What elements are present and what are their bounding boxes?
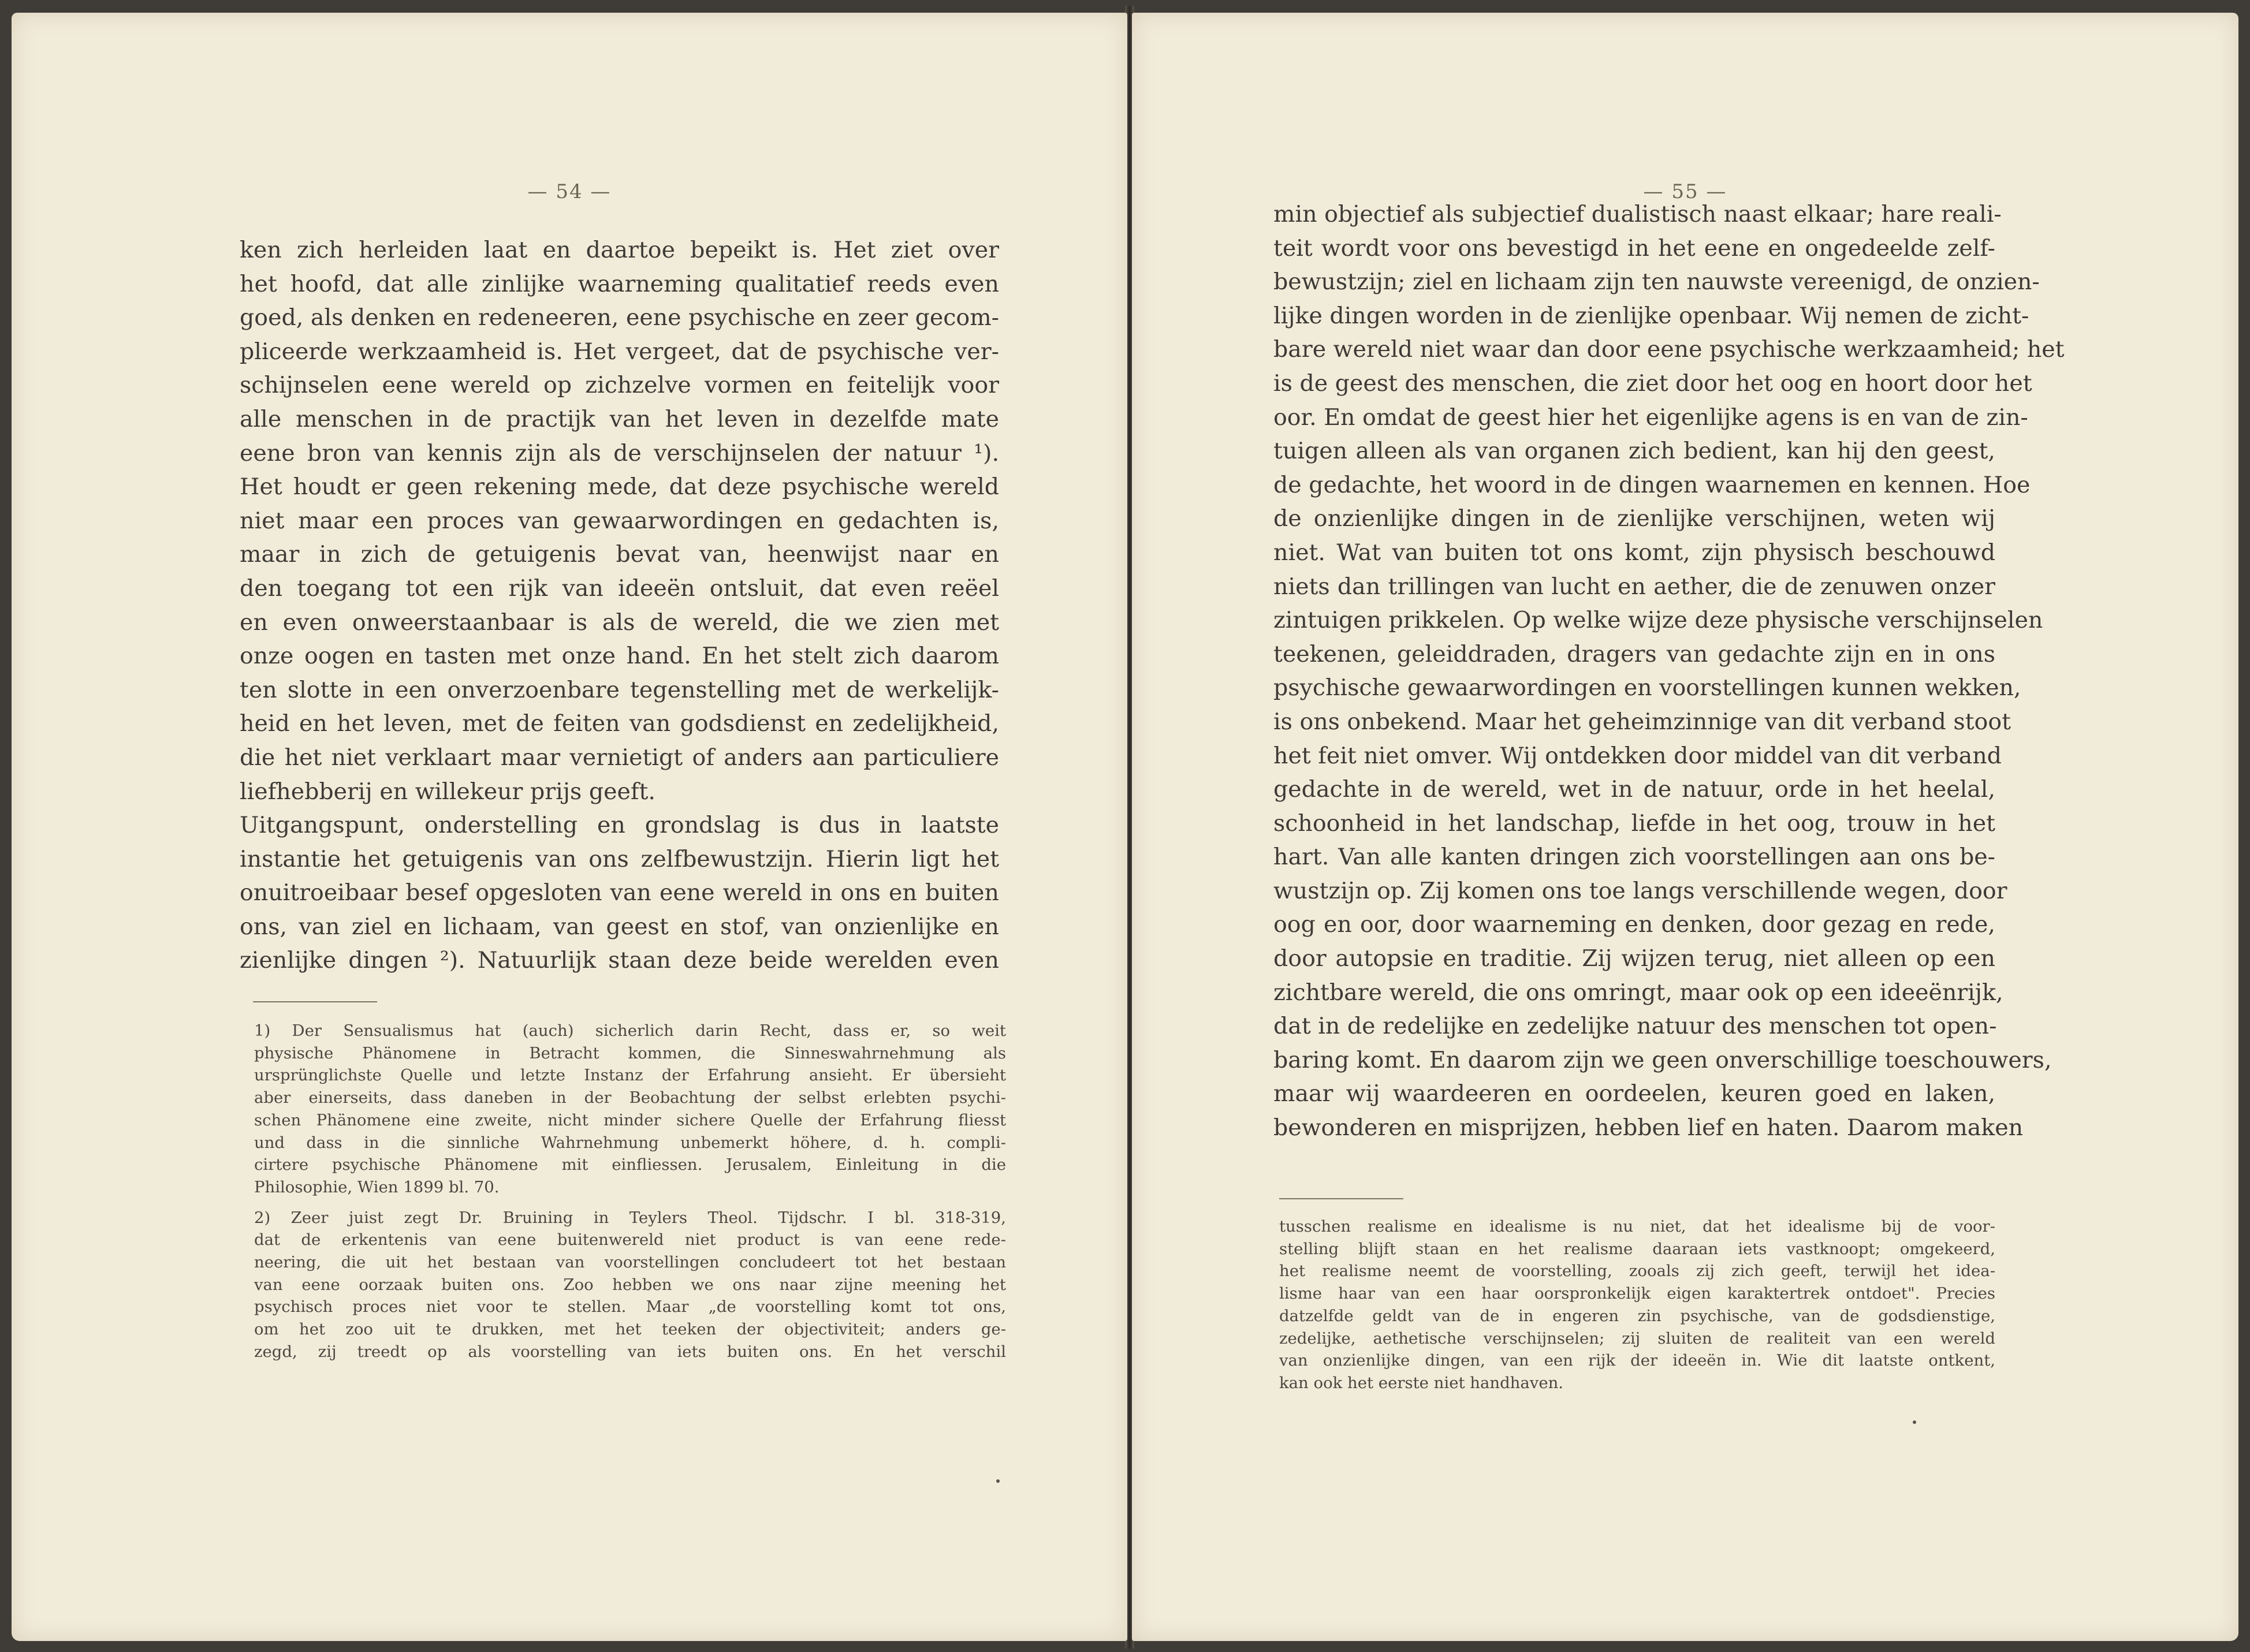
text-line: teit wordt voor ons bevestigd in het eene en ongedeelde zelf- (1273, 234, 1995, 262)
text-line: niets dan trillingen van lucht en aether, die de zenuwen onzer (1273, 573, 1995, 600)
printer-mark (996, 1479, 1000, 1483)
text-line: neering, die uit het bestaan van voorstellingen concludeert tot het bestaan (254, 1253, 1006, 1272)
text-line: het feit niet omver. Wij ontdekken door middel van dit verband (1273, 742, 2002, 769)
page-number: — 54 — (527, 180, 612, 203)
text-line: is ons onbekend. Maar het geheimzinnige van dit verband stoot (1273, 708, 2011, 735)
text-line: bewonderen en misprijzen, hebben lief en haten. Daarom maken (1273, 1114, 2024, 1142)
text-line: teekenen, geleiddraden, dragers van gedachte zijn en in ons (1273, 640, 1995, 667)
text-line: cirtere psychische Phänomene mit einfliessen. Jerusalem, Einleitung in die (254, 1155, 1006, 1174)
text-line: maar in zich de getuigenis bevat van, heenwijst naar en (240, 541, 999, 568)
footnotes (254, 1020, 1006, 1363)
text-line: onze oogen en tasten met onze hand. En het stelt zich daarom (240, 643, 999, 670)
text-line: goed, als denken en redeneeren, eene psychische en zeer gecom- (240, 304, 999, 331)
text-line: lisme haar van een haar oorspronkelijk eigen karaktertrek ontdoet". Precies (1279, 1284, 1995, 1303)
text-line: liefhebberij en willekeur prijs geeft. (240, 778, 655, 805)
text-line: physische Phänomene in Betracht kommen, die Sinneswahrnehmung als (254, 1043, 1006, 1062)
text-line: ursprünglichste Quelle und letzte Instanz der Erfahrung ansieht. Er übersieht (254, 1066, 1006, 1085)
text-line: und dass in die sinnliche Wahrnehmung unbemerkt höhere, d. h. compli- (254, 1133, 1006, 1152)
text-line: zienlijke dingen ²). Natuurlijk staan deze beide werelden even (240, 947, 999, 974)
text-line: bewustzijn; ziel en lichaam zijn ten nauwste vereenigd, de onzien- (1273, 269, 2040, 296)
text-line: de onzienlijke dingen in de zienlijke verschijnen, weten wij (1273, 505, 1995, 532)
text-line: baring komt. En daarom zijn we geen onverschillige toeschouwers, (1273, 1046, 2052, 1073)
text-line: Uitgangspunt, onderstelling en grondslag is dus in laatste (240, 812, 999, 839)
text-line: gedachte in de wereld, wet in de natuur, orde in het heelal, (1273, 776, 1995, 803)
text-line: door autopsie en traditie. Zij wijzen terug, niet alleen op een (1273, 945, 1995, 972)
footnote-2 (254, 1207, 1006, 1363)
right-page (1132, 13, 2238, 1641)
text-line: psychische gewaarwordingen en voorstellingen kunnen wekken, (1273, 674, 2021, 702)
text-line: hart. Van alle kanten dringen zich voorstellingen aan ons be- (1273, 844, 1995, 871)
text-line: lijke dingen worden in de zienlijke openbaar. Wij nemen de zicht- (1273, 302, 2029, 329)
footnote-continued (1279, 1215, 1995, 1394)
body-text (240, 233, 999, 978)
text-line: die het niet verklaart maar vernietigt of anders aan particuliere (240, 744, 999, 771)
text-line: stelling blijft staan en het realisme daaraan iets vastknoopt; omgekeerd, (1279, 1239, 1995, 1258)
text-line: 2) Zeer juist zegt Dr. Bruining in Teylers Theol. Tijdschr. I bl. 318-319, (254, 1208, 1006, 1227)
text-line: het realisme neemt de voorstelling, zooals zij zich geeft, terwijl het idea- (1279, 1262, 1995, 1281)
text-line: pliceerde werkzaamheid is. Het vergeet, dat de psychische ver- (240, 338, 999, 365)
text-line: schoonheid in het landschap, liefde in het oog, trouw in het (1273, 810, 1995, 837)
footnotes (1279, 1215, 1995, 1394)
text-line: tusschen realisme en idealisme is nu niet, dat het idealisme bij de voor- (1279, 1217, 1995, 1236)
text-line: niet maar een proces van gewaarwordingen en gedachten is, (240, 507, 999, 534)
text-line: van onzienlijke dingen, van een rijk der ideeën in. Wie dit laatste ontkent, (1279, 1351, 1995, 1370)
text-line: Philosophie, Wien 1899 bl. 70. (254, 1177, 500, 1196)
text-line: oor. En omdat de geest hier het eigenlijke agens is en van de zin- (1273, 404, 2028, 431)
text-line: instantie het getuigenis van ons zelfbewustzijn. Hierin ligt het (240, 845, 999, 872)
text-line: ken zich herleiden laat en daartoe bepeikt is. Het ziet over (240, 237, 999, 263)
page-number: — 55 — (1643, 180, 1727, 203)
text-line: tuigen alleen als van organen zich bedient, kan hij den geest, (1273, 438, 1995, 465)
text-line: datzelfde geldt van de in engeren zin psychische, van de godsdienstige, (1279, 1306, 1995, 1325)
text-line: den toegang tot een rijk van ideeën ontsluit, dat even reëel (240, 575, 999, 602)
text-line: kan ook het eerste niet handhaven. (1279, 1373, 1564, 1392)
text-line: 1) Der Sensualismus hat (auch) sicherlich darin Recht, dass er, so weit (254, 1021, 1006, 1040)
text-line: oog en oor, door waarneming en denken, door gezag en rede, (1273, 911, 1995, 938)
text-line: zedelijke, aethetische verschijnselen; zij sluiten de realiteit van een wereld (1279, 1329, 1995, 1348)
text-line: schijnselen eene wereld op zichzelve vormen en feitelijk voor (240, 372, 999, 399)
text-line: eene bron van kennis zijn als de verschijnselen der natuur ¹). (240, 439, 999, 467)
text-line: aber einerseits, dass daneben in der Beobachtung der selbst erlebten psychi- (254, 1088, 1006, 1107)
text-line: is de geest des menschen, die ziet door het oog en hoort door het (1273, 370, 2032, 397)
text-line: ten slotte in een onverzoenbare tegenstelling met de werkelijk- (240, 676, 999, 703)
footnote-1 (254, 1020, 1006, 1199)
text-line: alle menschen in de practijk van het leven in dezelfde mate (240, 405, 999, 432)
text-line: ons, van ziel en lichaam, van geest en stof, van onzienlijke en (240, 913, 999, 940)
text-line: min objectief als subjectief dualistisch naast elkaar; hare reali- (1273, 201, 2002, 228)
footnote-rule (1279, 1198, 1403, 1199)
printer-mark (1913, 1420, 1916, 1424)
text-line: dat de erkentenis van eene buitenwereld niet product is van eene rede- (254, 1230, 1006, 1250)
text-line: zichtbare wereld, die ons omringt, maar ook op een ideeënrijk, (1273, 979, 2003, 1006)
left-page (12, 13, 1127, 1641)
text-line: om het zoo uit te drukken, met het teeken der objectiviteit; anders ge- (254, 1320, 1006, 1339)
text-line: de gedachte, het woord in de dingen waarnemen en kennen. Hoe (1273, 471, 2031, 498)
text-line: en even onweerstaanbaar is als de wereld, die we zien met (240, 609, 999, 636)
text-line: heid en het leven, met de feiten van godsdienst en zedelijkheid, (240, 710, 999, 737)
text-line: dat in de redelijke en zedelijke natuur des menschen tot open- (1273, 1013, 1997, 1040)
footnote-rule (253, 1001, 377, 1002)
text-line: wustzijn op. Zij komen ons toe langs verschillende wegen, door (1273, 877, 2007, 904)
text-line: niet. Wat van buiten tot ons komt, zijn physisch beschouwd (1273, 539, 1995, 566)
text-line: psychisch proces niet voor te stellen. Maar „de voorstelling komt tot ons, (254, 1297, 1006, 1317)
text-line: maar wij waardeeren en oordeelen, keuren goed en laken, (1273, 1080, 1995, 1107)
text-line: schen Phänomene eine zweite, nicht minder sichere Quelle der Erfahrung fliesst (254, 1110, 1006, 1129)
text-line: bare wereld niet waar dan door eene psychische werkzaamheid; het (1273, 336, 2065, 363)
body-text (1273, 197, 2065, 1145)
text-line: Het houdt er geen rekening mede, dat deze psychische wereld (240, 473, 999, 501)
text-line: het hoofd, dat alle zinlijke waarneming qualitatief reeds even (240, 270, 999, 297)
text-line: onuitroeibaar besef opgesloten van eene wereld in ons en buiten (240, 879, 999, 907)
text-line: zintuigen prikkelen. Op welke wijze deze physische verschijnselen (1273, 607, 2043, 634)
text-line: van eene oorzaak buiten ons. Zoo hebben we ons naar zijne meening het (254, 1275, 1006, 1294)
text-line: zegd, zij treedt op als voorstelling van iets buiten ons. En het verschil (254, 1342, 1006, 1361)
